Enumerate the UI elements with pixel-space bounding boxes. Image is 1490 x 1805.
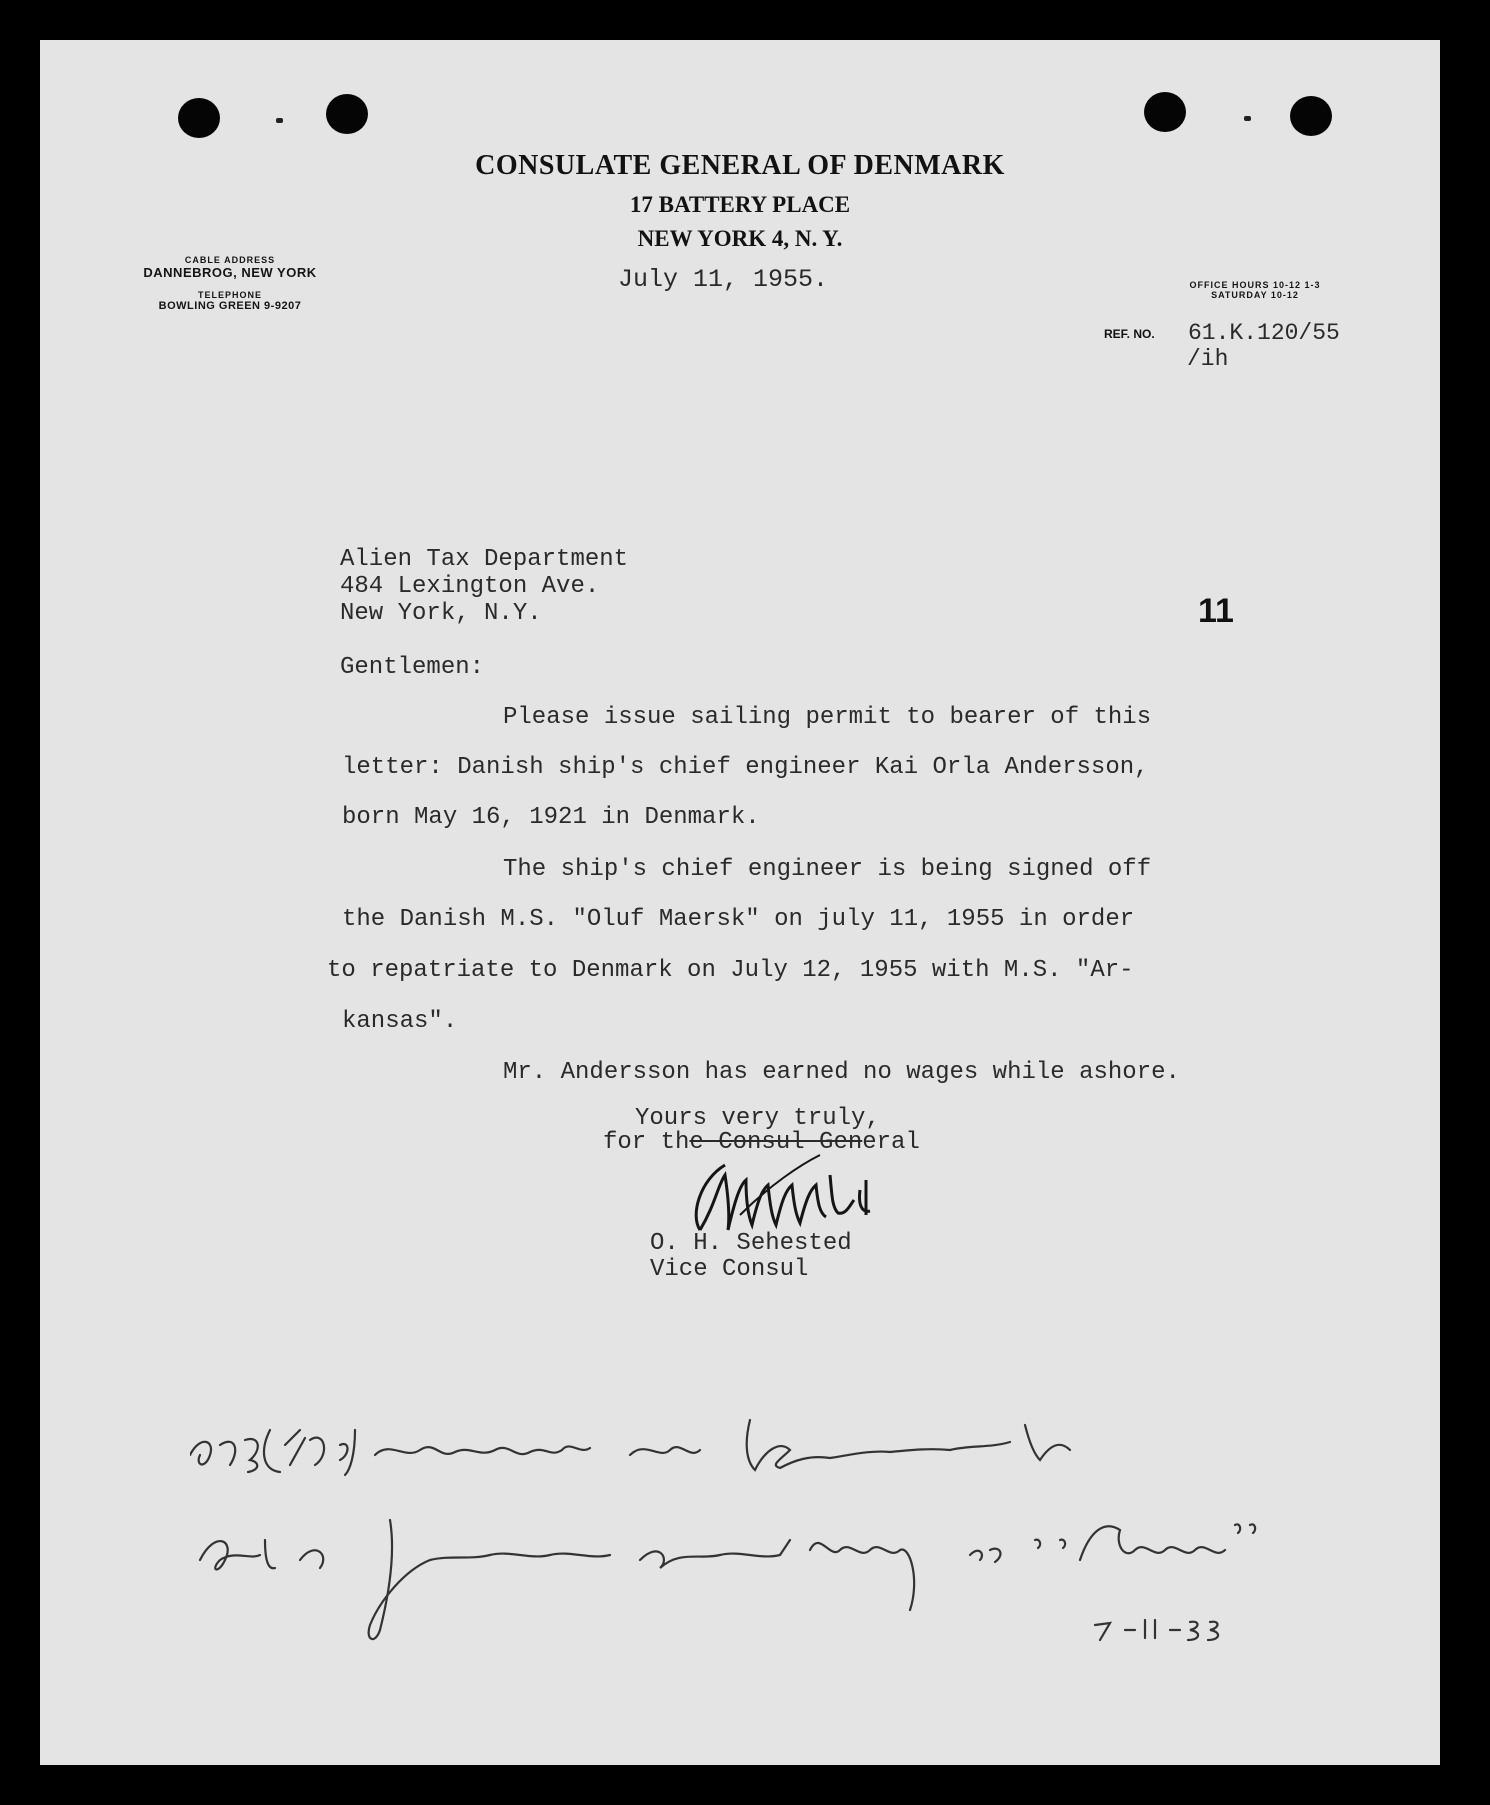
recipient-line: 484 Lexington Ave. <box>340 573 600 600</box>
body-line: letter: Danish ship's chief engineer Kai Orla Andersson, <box>342 754 1149 781</box>
punch-mark-left <box>276 118 283 123</box>
for-prefix: for th <box>603 1129 690 1156</box>
punch-hole-right-1 <box>1144 92 1186 132</box>
body-line: The ship's chief engineer is being signed off <box>503 856 1152 883</box>
cable-block <box>110 255 350 312</box>
ref-number: 61.K.120/55 <box>1188 320 1340 346</box>
body-line: the Danish M.S. "Oluf Maersk" on july 11, 1955 in order <box>342 906 1135 933</box>
body-line: to repatriate to Denmark on July 12, 1955 with M.S. "Ar- <box>327 957 1134 984</box>
body-line: born May 16, 1921 in Denmark. <box>342 804 760 831</box>
telephone-value: BOWLING GREEN 9-9207 <box>158 300 302 312</box>
letter-date: July 11, 1955. <box>618 265 829 294</box>
body-line: Please issue sailing permit to bearer of this <box>503 704 1152 731</box>
ref-label: REF. NO. <box>1104 327 1155 341</box>
punch-hole-left-2 <box>326 94 368 134</box>
saturday-hours: SATURDAY 10-12 <box>1211 290 1299 300</box>
for-struck: e Consul Gen <box>689 1129 863 1156</box>
consulate-title: CONSULATE GENERAL OF DENMARK <box>475 150 1005 181</box>
punch-mark-right <box>1244 116 1251 121</box>
signer-title: Vice Consul <box>650 1256 809 1283</box>
consulate-city: NEW YORK 4, N. Y. <box>637 226 843 251</box>
punch-hole-right-2 <box>1290 96 1332 136</box>
handwritten-annotation <box>190 1410 1390 1650</box>
recipient-line: New York, N.Y. <box>340 600 542 627</box>
punch-hole-left-1 <box>178 98 220 138</box>
consulate-street: 17 BATTERY PLACE <box>629 192 851 217</box>
office-hours: OFFICE HOURS 10-12 1-3 <box>1189 280 1321 290</box>
cable-label: CABLE ADDRESS <box>184 255 276 265</box>
ref-initials: /ih <box>1187 346 1229 372</box>
letter-page <box>40 40 1440 1765</box>
signer-name: O. H. Sehested <box>650 1230 852 1257</box>
for-suffix: eral <box>862 1129 920 1156</box>
salutation: Gentlemen: <box>340 654 485 681</box>
body-line: Mr. Andersson has earned no wages while ashore. <box>503 1059 1180 1086</box>
telephone-label: TELEPHONE <box>197 290 262 300</box>
office-hours-block <box>1145 280 1365 300</box>
cable-value: DANNEBROG, NEW YORK <box>143 265 317 280</box>
page-number: 11 <box>1198 592 1234 630</box>
recipient-line: Alien Tax Department <box>340 546 629 573</box>
closing: Yours very truly, <box>635 1105 880 1132</box>
body-line: kansas". <box>342 1008 458 1035</box>
